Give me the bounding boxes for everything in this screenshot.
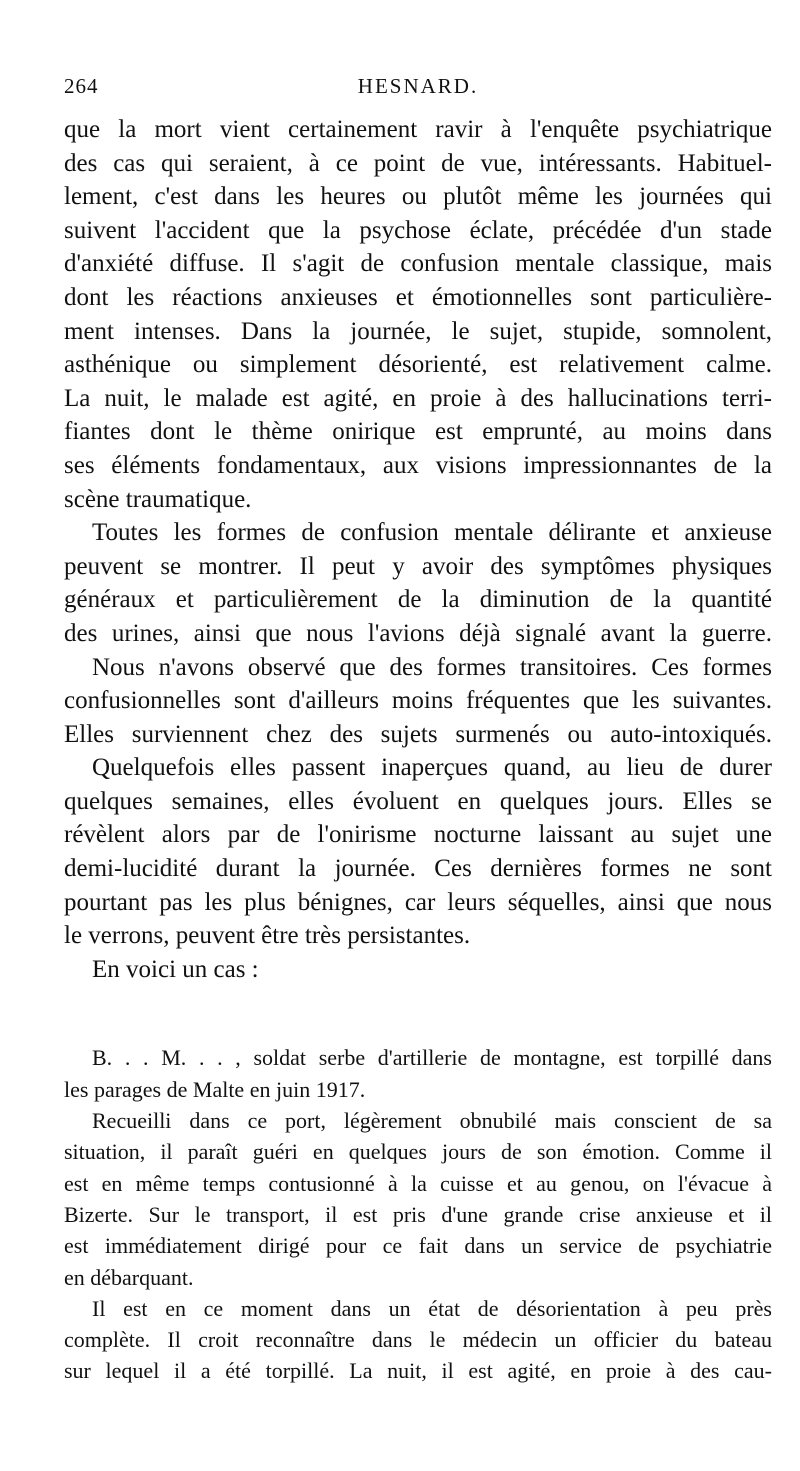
text-line: en débarquant.: [64, 1264, 194, 1290]
case-paragraph: [64, 1105, 772, 1261]
text-line: généraux et particulièrement de la diminution de la quantité: [64, 586, 772, 614]
paragraph: [64, 651, 772, 752]
running-title: HESNARD.: [357, 74, 479, 98]
text-line: révèlent alors par de l'onirisme nocturne laissant au sujet une: [64, 821, 772, 849]
text-line: est en même temps contusionné à la cuisse et au genou, on l'évacue à: [64, 1170, 772, 1196]
text-line: pourtant pas les plus bénignes, car leurs séquelles, ainsi que nous: [64, 888, 772, 916]
paragraph: [64, 751, 772, 919]
paragraph: [64, 516, 772, 650]
text-line: confusionnelles sont d'ailleurs moins fréquentes que les suivantes.: [64, 687, 772, 715]
text-line: ment intenses. Dans la journée, le sujet, stupide, somnolent,: [64, 317, 772, 345]
paragraph-end: [64, 483, 772, 517]
case-paragraph: [64, 1042, 772, 1073]
page-header: [64, 74, 772, 104]
page-body: [64, 113, 772, 1387]
main-text: [64, 113, 772, 986]
text-line: lement, c'est dans les heures ou plutôt même les journées qui: [64, 183, 772, 211]
case-report: [64, 1042, 772, 1386]
text-line: sur lequel il a été torpillé. La nuit, il est agité, en proie à des cau-: [64, 1358, 772, 1384]
text-line: quelques semaines, elles évoluent en quelques jours. Elles se: [64, 787, 772, 815]
case-paragraph: [64, 1293, 772, 1387]
text-line: que la mort vient certainement ravir à l'enquête psychiatrique: [64, 116, 772, 143]
text-line: le verrons, peuvent être très persistantes.: [64, 922, 471, 950]
text-line: En voici un cas :: [92, 955, 259, 983]
text-line: scène traumatique.: [64, 485, 252, 513]
text-line: les parages de Malte en juin 1917.: [64, 1076, 366, 1102]
text-line: d'anxiété diffuse. Il s'agit de confusion mentale classique, mais: [64, 250, 772, 278]
paragraph-end: [64, 919, 772, 953]
text-line: complète. Il croit reconnaître dans le médecin un officier du bateau: [64, 1327, 772, 1353]
text-line: peuvent se montrer. Il peut y avoir des symptômes physiques: [64, 552, 772, 580]
text-line: situation, il paraît guéri en quelques jours de son émotion. Comme il: [64, 1139, 772, 1165]
text-line: demi-lucidité durant la journée. Ces dernières formes ne sont: [64, 855, 772, 883]
text-line: Quelquefois elles passent inaperçues quand, au lieu de durer: [92, 754, 772, 782]
text-line: Il est en ce moment dans un état de désorientation à peu près: [92, 1295, 772, 1321]
page-number: 264: [64, 74, 99, 98]
text-line: Toutes les formes de confusion mentale délirante et anxieuse: [92, 519, 772, 547]
text-line: dont les réactions anxieuses et émotionnelles sont particulière-: [64, 283, 772, 311]
text-line: des cas qui seraient, à ce point de vue, intéressants. Habituel-: [64, 149, 772, 177]
text-line: La nuit, le malade est agité, en proie à des hallucinations terri-: [64, 384, 772, 412]
text-line: Recueilli dans ce port, légèrement obnubilé mais conscient de sa: [92, 1108, 772, 1134]
text-line: ses éléments fondamentaux, aux visions impressionnantes de la: [64, 451, 772, 479]
text-line: est immédiatement dirigé pour ce fait dans un service de psychiatrie: [64, 1233, 772, 1259]
paragraph: [64, 953, 772, 987]
case-paragraph-end: [64, 1262, 772, 1293]
case-paragraph-end: [64, 1074, 772, 1105]
text-line: B. . . M. . . , soldat serbe d'artillerie de montagne, est torpillé dans: [92, 1045, 772, 1071]
text-line: suivent l'accident que la psychose éclate, précédée d'un stade: [64, 216, 772, 244]
text-line: Elles surviennent chez des sujets surmenés ou auto-intoxiqués.: [64, 720, 772, 748]
text-line: fiantes dont le thème onirique est emprunté, au moins dans: [64, 418, 772, 446]
text-line: Nous n'avons observé que des formes transitoires. Ces formes: [92, 653, 772, 681]
text-line: des urines, ainsi que nous l'avions déjà signalé avant la guerre.: [64, 619, 772, 647]
text-line: asthénique ou simplement désorienté, est relativement calme.: [64, 351, 772, 379]
paragraph: [64, 113, 772, 483]
text-line: Bizerte. Sur le transport, il est pris d'une grande crise anxieuse et il: [64, 1201, 772, 1227]
